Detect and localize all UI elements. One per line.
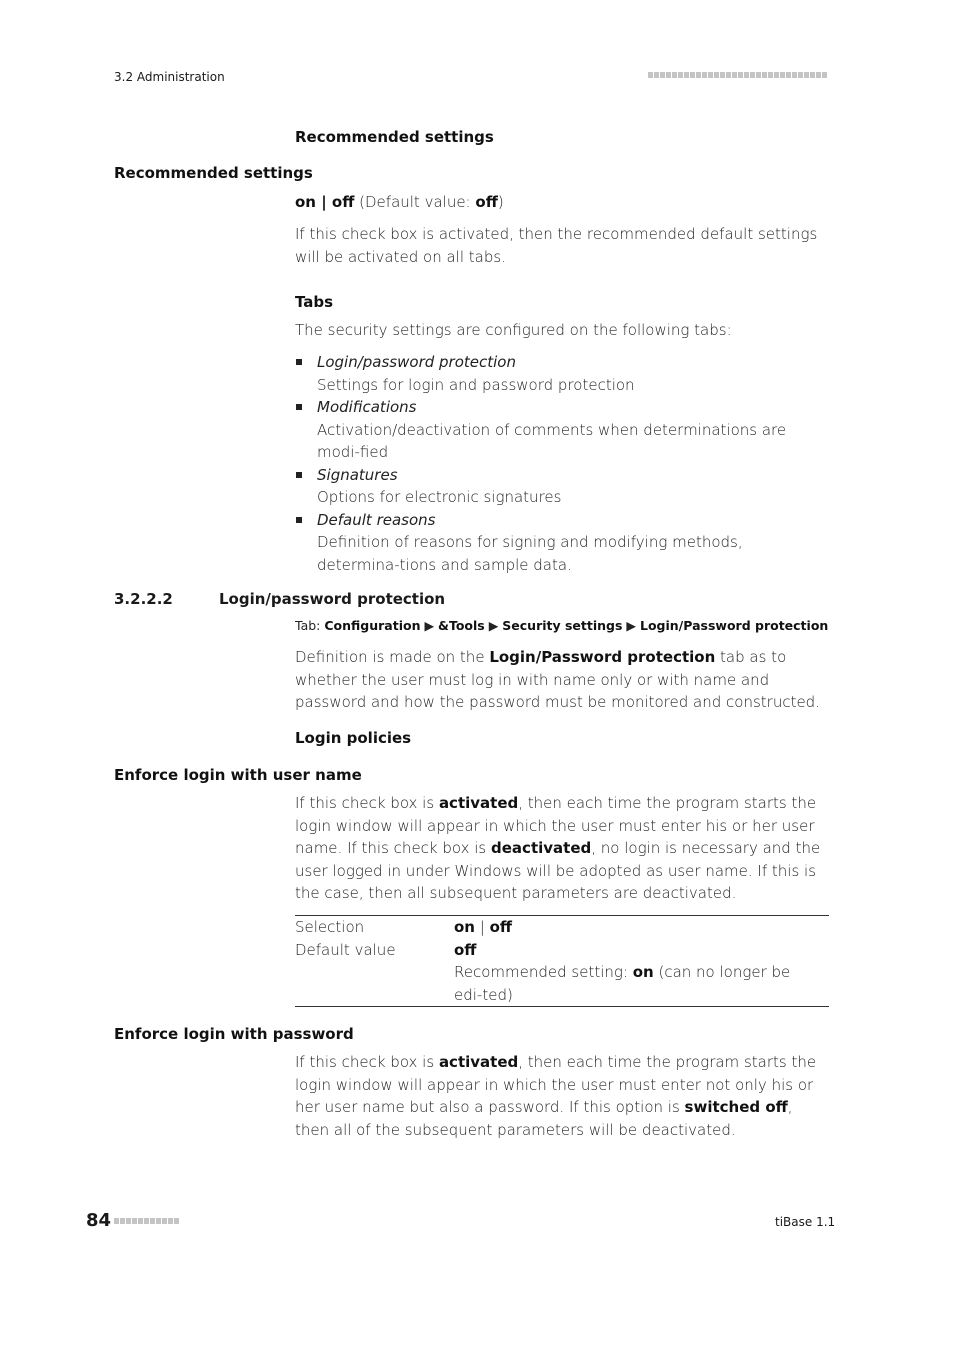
- recommended-settings-description: If this check box is activated, then the recommended default settings will be activated on all tabs.: [295, 225, 818, 266]
- list-item: [295, 351, 830, 396]
- selection-label: Selection: [295, 918, 365, 936]
- table-row: [295, 916, 829, 939]
- tab-description: Settings for login and password protection: [317, 375, 635, 394]
- recommended-setting: Recommended setting: on (can no longer be edi-ted): [454, 963, 791, 1004]
- bullet-icon: [296, 359, 302, 365]
- bullet-icon: [296, 472, 302, 478]
- tab-name: Default reasons: [317, 510, 436, 529]
- recommended-settings-group-heading: Recommended settings: [295, 128, 494, 146]
- tab-name: Login/password protection: [317, 353, 516, 371]
- section-title: Login/password protection: [219, 590, 446, 608]
- tabs-intro: The security settings are configured on the following tabs:: [295, 321, 732, 339]
- enforce-password-heading: Enforce login with password: [114, 1025, 354, 1043]
- table-row: [295, 939, 829, 962]
- bullet-icon: [296, 404, 302, 410]
- tab-name: Signatures: [317, 465, 398, 484]
- selection-value: on | off: [454, 918, 513, 936]
- tab-description: Options for electronic signatures: [317, 488, 562, 506]
- login-policies-heading: Login policies: [295, 729, 412, 747]
- list-item: [295, 396, 830, 464]
- enforce-user-name-table: [295, 915, 829, 1007]
- tab-description: Activation/deactivation of comments when determinations are modi-fied: [317, 420, 787, 461]
- header-decoration: [648, 72, 828, 91]
- section-number: 3.2.2.2: [114, 590, 173, 608]
- tab-name: Modifications: [317, 398, 417, 416]
- bullet-icon: [296, 517, 302, 523]
- footer-decoration: [114, 1218, 180, 1237]
- table-row: [295, 961, 829, 1006]
- default-value: off: [454, 940, 477, 959]
- recommended-settings-parameter-heading: Recommended settings: [114, 164, 313, 182]
- enforce-user-name-heading: Enforce login with user name: [114, 766, 362, 784]
- default-value-label: Default value: [295, 940, 396, 959]
- product-name: tiBase 1.1: [775, 1215, 836, 1229]
- list-item: [295, 464, 830, 509]
- tabs-list: [295, 351, 830, 576]
- recommended-settings-values: on | off (Default value: off): [295, 193, 504, 211]
- navigation-path: Tab: Configuration ▶ &Tools ▶ Security settings ▶ Login/Password protection: [295, 618, 829, 633]
- running-header: 3.2 Administration: [114, 70, 225, 84]
- section-intro: Definition is made on the Login/Password protection tab as to whether the user must log in with name only or with name and password and how the password must be monitored and constructed.: [295, 648, 820, 711]
- enforce-user-name-description: If this check box is activated, then each time the program starts the login window will appear in which the user must enter his or her user name. If this check box is deactivated, no login is necessary and the user logged in under Windows will be adopted as user name. If this is the case, then all subsequent parameters are deactivated.: [295, 794, 821, 902]
- tab-description: Definition of reasons for signing and modifying methods, determina-tions and sample data.: [317, 533, 743, 574]
- enforce-password-description: If this check box is activated, then each time the program starts the login window will appear in which the user must enter not only his or her user name but also a password. If this option is switched off, then all of the subsequent parameters will be deactivated.: [295, 1053, 817, 1139]
- list-item: [295, 509, 830, 577]
- tabs-heading: Tabs: [295, 293, 334, 311]
- page-number: 84: [86, 1210, 112, 1231]
